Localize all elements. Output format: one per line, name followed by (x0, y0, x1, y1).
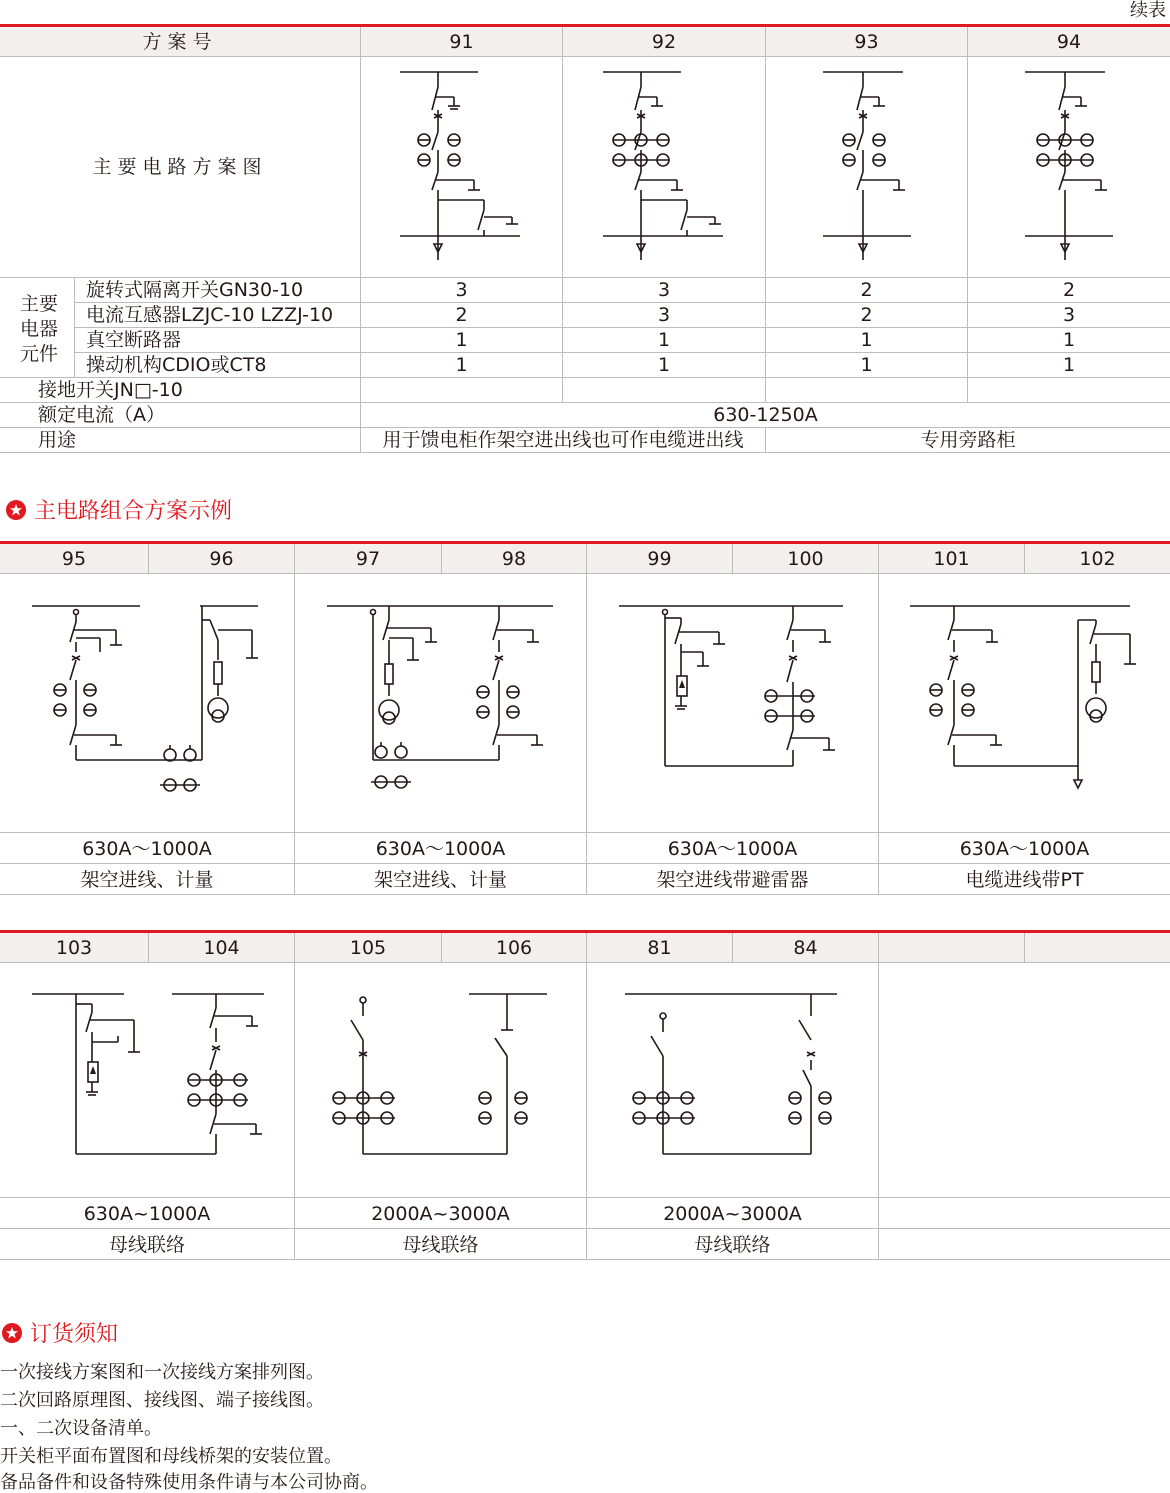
circuit-diagram-97-98 (315, 590, 575, 820)
circuit-diagram-103-104 (20, 980, 280, 1190)
note-line: 开关柜平面布置图和母线桥架的安装位置。 (0, 1446, 342, 1467)
scheme-number-93: 93 (854, 31, 879, 53)
section-title-combination (6, 494, 232, 525)
table-cell: 3 (657, 279, 671, 301)
table-cell: 1 (860, 329, 873, 351)
table-cell: 3 (455, 279, 468, 301)
usage-bypass: 专用旁路柜 (920, 429, 1016, 451)
group-label-line-2: 电器 (20, 318, 59, 340)
scheme-number: 103 (55, 937, 93, 959)
scheme-number-94: 94 (1056, 31, 1082, 53)
table-cell: 3 (1062, 304, 1076, 326)
circuit-diagram-92 (593, 62, 743, 267)
row-label-vcb: 真空断路器 (86, 329, 182, 351)
scheme-number: 106 (495, 937, 533, 959)
scheme-number: 99 (647, 548, 672, 570)
table-cell: 1 (657, 354, 671, 376)
row-label-ct: 电流互感器LZJC-10 LZZJ-10 (86, 304, 334, 326)
table-cell: 2 (1062, 279, 1076, 301)
grounding-switch-label: 接地开关JN□-10 (38, 379, 183, 401)
note-line: 一次接线方案图和一次接线方案排列图。 (0, 1362, 324, 1383)
circuit-diagram-105-106 (315, 980, 575, 1190)
scheme-number: 105 (349, 937, 387, 959)
note-line: 备品备件和设备特殊使用条件请与本公司协商。 (0, 1472, 378, 1493)
note-line: 一、二次设备清单。 (0, 1418, 162, 1439)
row-label-disconnector: 旋转式隔离开关GN30-10 (86, 279, 304, 301)
rated-current-value: 630-1250A (713, 404, 818, 426)
rating-value: 2000A~3000A (371, 1203, 510, 1225)
table-cell: 3 (657, 304, 671, 326)
star-icon (2, 1323, 22, 1343)
section-title-text: 订货须知 (30, 1322, 119, 1347)
usage-value: 电缆进线带PT (965, 869, 1084, 891)
section-title-text: 主电路组合方案示例 (34, 499, 233, 524)
usage-value: 架空进线、计量 (80, 869, 214, 891)
table-cell: 1 (1062, 329, 1076, 351)
scheme-number: 100 (787, 548, 824, 570)
usage-label: 用途 (38, 429, 77, 451)
usage-value: 架空进线带避雷器 (656, 869, 809, 891)
scheme-number-92: 92 (651, 31, 677, 53)
star-icon (6, 500, 26, 520)
usage-value: 母线联络 (694, 1234, 771, 1256)
rating-value: 630A～1000A (82, 838, 212, 860)
usage-value: 架空进线、计量 (373, 869, 507, 891)
table-cell: 2 (860, 304, 873, 326)
rating-value: 2000A~3000A (663, 1203, 802, 1225)
circuit-diagram-94 (1017, 62, 1167, 267)
scheme-number: 104 (203, 937, 240, 959)
table-cell: 1 (455, 329, 468, 351)
circuit-diagram-93 (815, 62, 965, 267)
circuit-diagram-99-100 (607, 590, 867, 820)
scheme-number: 101 (933, 548, 970, 570)
scheme-number: 102 (1079, 548, 1116, 570)
scheme-number: 84 (793, 937, 818, 959)
scheme-number-91: 91 (449, 31, 474, 53)
row-label-mechanism: 操动机构CDIO或CT8 (86, 354, 267, 376)
scheme-number: 97 (355, 548, 381, 570)
table-cell: 1 (1062, 354, 1076, 376)
scheme-number: 95 (61, 548, 87, 570)
circuit-diagram-101-102 (898, 590, 1158, 820)
scheme-number-header: 方案号 (142, 31, 218, 53)
usage-feeder: 用于馈电柜作架空进出线也可作电缆进出线 (382, 429, 744, 451)
continued-label: 续表 (1130, 0, 1166, 21)
circuit-diagram-81-84 (607, 980, 867, 1190)
rating-value: 630A～1000A (375, 838, 506, 860)
table-cell: 2 (455, 304, 468, 326)
note-line: 二次回路原理图、接线图、端子接线图。 (0, 1390, 324, 1411)
rating-value: 630A~1000A (83, 1203, 211, 1225)
group-label-line-3: 元件 (20, 343, 59, 365)
usage-value: 母线联络 (402, 1234, 479, 1256)
section-title-ordering (2, 1317, 118, 1348)
rated-current-label: 额定电流（A） (38, 404, 165, 426)
table-cell: 1 (455, 354, 468, 376)
diagram-row-label: 主要电路方案图 (92, 156, 268, 178)
table-cell: 1 (657, 329, 671, 351)
table-cell: 1 (860, 354, 873, 376)
circuit-diagram-95-96 (20, 590, 280, 820)
rating-value: 630A～1000A (959, 838, 1090, 860)
circuit-diagram-91 (390, 62, 540, 267)
scheme-number: 81 (647, 937, 672, 959)
group-label-line-1: 主要 (20, 293, 59, 315)
scheme-number: 98 (501, 548, 527, 570)
rating-value: 630A～1000A (667, 838, 798, 860)
usage-value: 母线联络 (108, 1234, 185, 1256)
table-cell: 2 (860, 279, 873, 301)
scheme-number: 96 (209, 548, 234, 570)
